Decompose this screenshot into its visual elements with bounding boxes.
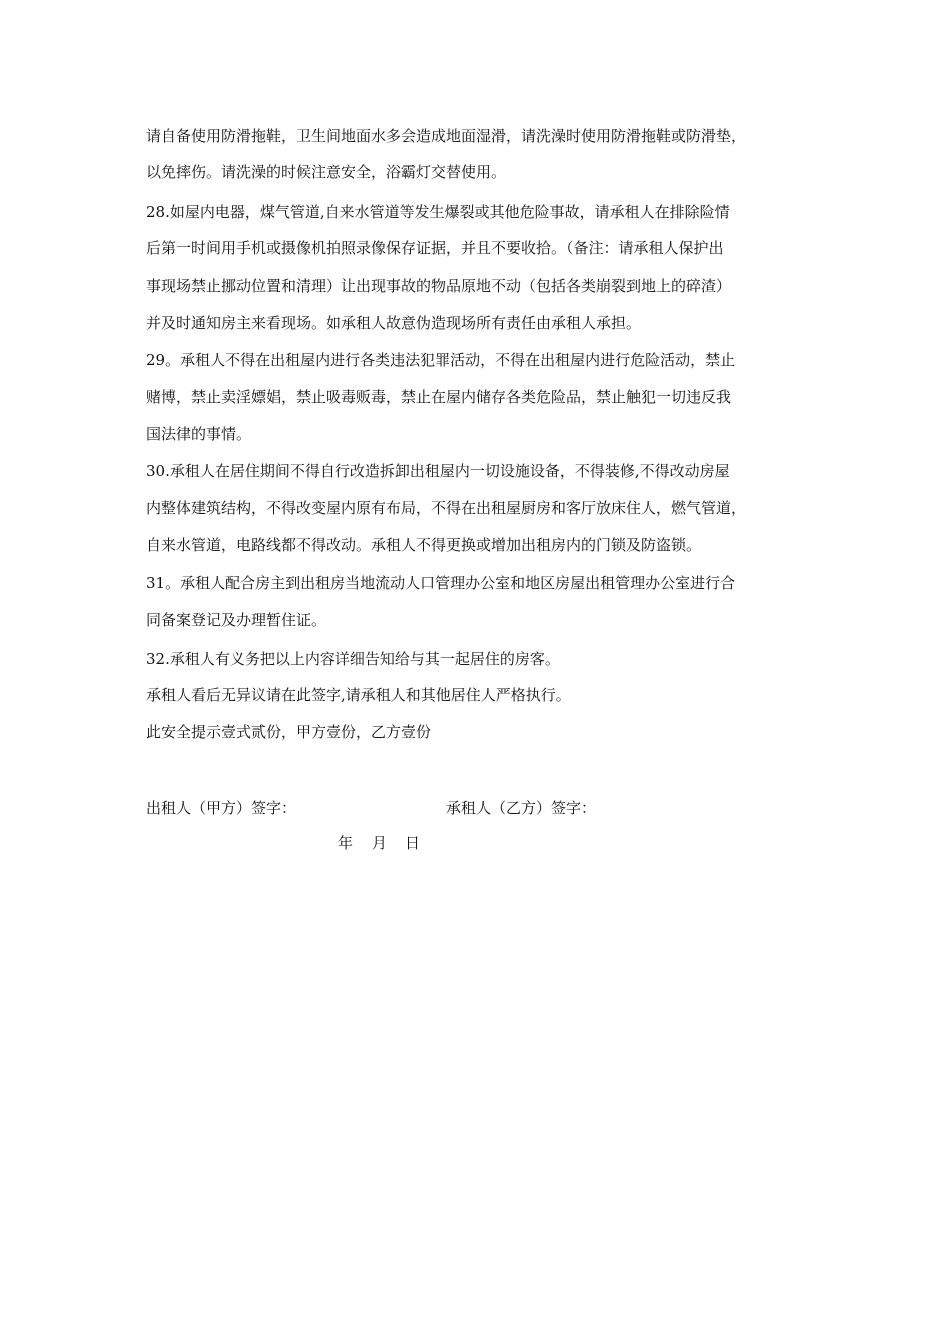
date-month-label: 月 <box>372 834 388 852</box>
paragraph-line: 承租人看后无异议请在此签字,请承租人和其他居住人严格执行。 <box>146 686 571 704</box>
paragraph-line: 赌博，禁止卖淫嫖娼，禁止吸毒贩毒，禁止在屋内储存各类危险品，禁止触犯一切违反我 <box>146 388 732 406</box>
paragraph-line: 同备案登记及办理暂住证。 <box>146 611 327 629</box>
paragraph-line: 30.承租人在居住期间不得自行改造拆卸出租屋内一切设施设备，不得装修,不得改动房屋 <box>146 462 730 480</box>
paragraph-line: 并及时通知房主来看现场。如承租人故意伪造现场所有责任由承租人承担。 <box>146 314 642 332</box>
paragraph-line: 此安全提示壹式贰份，甲方壹份，乙方壹份 <box>146 723 432 741</box>
paragraph-line: 事现场禁止挪动位置和清理）让出现事故的物品原地不动（包括各类崩裂到地上的碎渣） <box>146 277 732 295</box>
paragraph-line: 29。承租人不得在出租屋内进行各类违法犯罪活动，不得在出租屋内进行危险活动，禁止 <box>146 351 736 369</box>
date-day-label: 日 <box>405 834 421 852</box>
date-year-label: 年 <box>338 834 354 852</box>
paragraph-line: 31。承租人配合房主到出租房当地流动人口管理办公室和地区房屋出租管理办公室进行合 <box>146 574 736 592</box>
paragraph-line: 内整体建筑结构，不得改变屋内原有布局，不得在出租屋厨房和客厅放床住人，燃气管道， <box>146 499 747 517</box>
paragraph-line: 28.如屋内电器，煤气管道,自来水管道等发生爆裂或其他危险事故，请承租人在排除险情 <box>146 203 730 221</box>
lessee-signature-label: 承租人（乙方）签字： <box>446 799 597 817</box>
paragraph-line: 32.承租人有义务把以上内容详细告知给与其一起居住的房客。 <box>146 650 560 668</box>
paragraph-line: 请自备使用防滑拖鞋，卫生间地面水多会造成地面湿滑，请洗澡时使用防滑拖鞋或防滑垫， <box>146 127 747 145</box>
paragraph-line: 后第一时间用手机或摄像机拍照录像保存证据，并且不要收拾。（备注：请承租人保护出 <box>146 239 724 257</box>
paragraph-line: 自来水管道，电路线都不得改动。承租人不得更换或增加出租房内的门锁及防盗锁。 <box>146 536 702 554</box>
paragraph-line: 以免摔伤。请洗澡的时候注意安全，浴霸灯交替使用。 <box>146 163 507 181</box>
paragraph-line: 国法律的事情。 <box>146 425 252 443</box>
lessor-signature-label: 出租人（甲方）签字： <box>146 799 297 817</box>
